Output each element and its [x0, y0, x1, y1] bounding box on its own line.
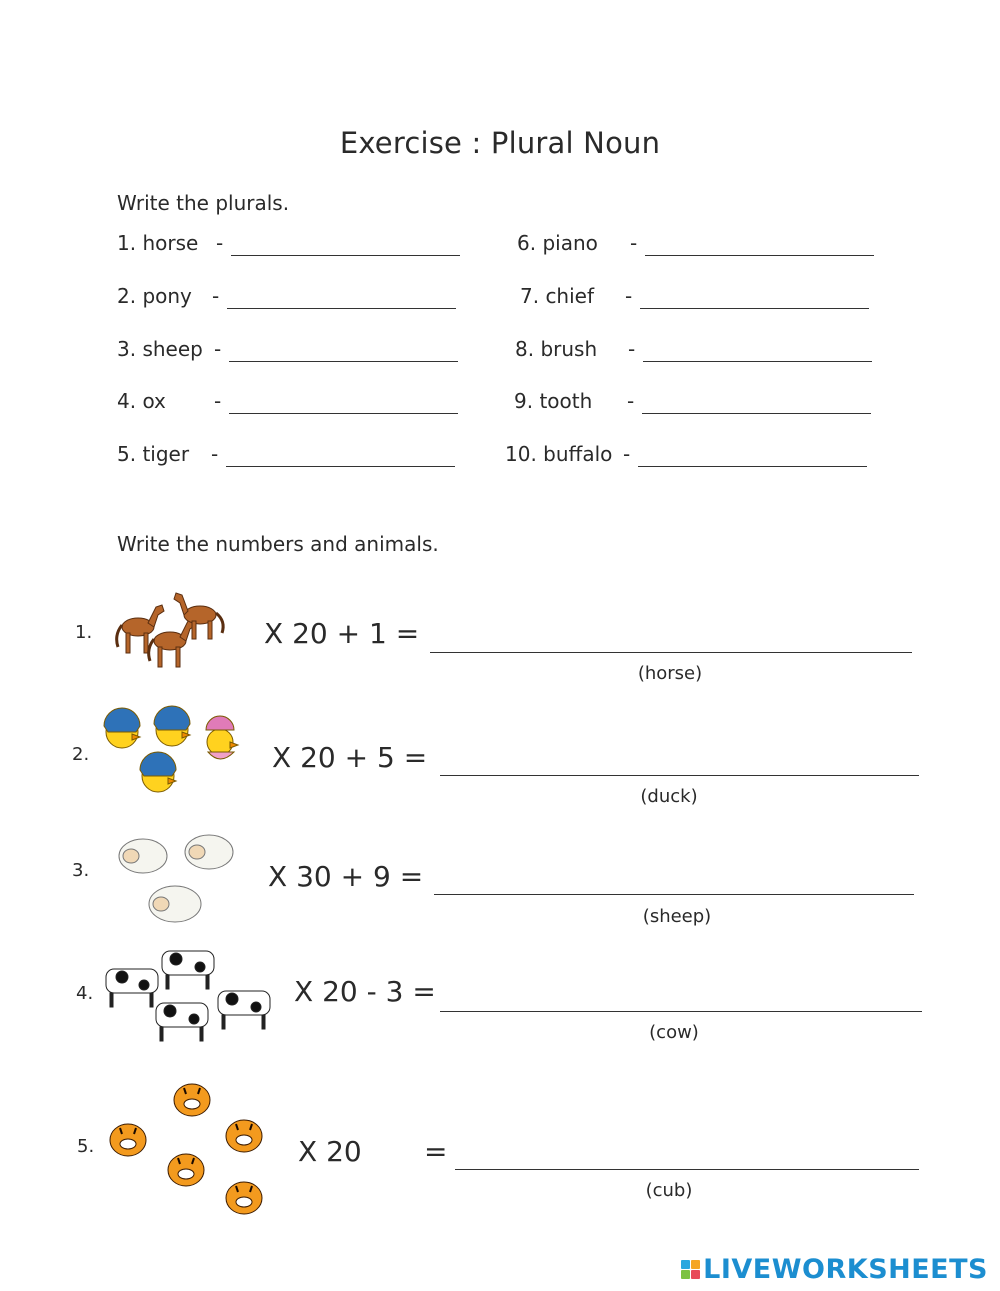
plural-item-label: 2. pony — [117, 284, 192, 308]
answer-blank[interactable] — [455, 1169, 919, 1170]
plural-item-label: 9. tooth — [514, 389, 593, 413]
plural-item-label: 8. brush — [515, 337, 598, 361]
plural-item-label: 5. tiger — [117, 442, 190, 466]
plural-item-label: 10. buffalo — [505, 442, 613, 466]
animal-hint: (duck) — [640, 786, 698, 807]
answer-blank[interactable] — [642, 413, 871, 414]
dash: - — [625, 284, 633, 308]
plural-item-label: 7. chief — [520, 284, 595, 308]
animal-hint: (horse) — [637, 663, 703, 684]
row-number: 2. — [72, 744, 90, 765]
answer-blank[interactable] — [430, 652, 912, 653]
answer-blank[interactable] — [231, 255, 460, 256]
dash: - — [214, 389, 222, 413]
answer-blank[interactable] — [645, 255, 874, 256]
dash: - — [212, 284, 220, 308]
dash: - — [216, 231, 224, 255]
duckling-icon — [96, 704, 256, 808]
dash: - — [211, 442, 219, 466]
equation: X 20 + 1 = — [264, 617, 420, 650]
dash: - — [628, 337, 636, 361]
dash: - — [623, 442, 631, 466]
section-heading-plurals: Write the plurals. — [117, 191, 290, 215]
sheep-icon — [113, 830, 239, 930]
equation: X 20 - 3 = — [294, 975, 436, 1008]
answer-blank[interactable] — [638, 466, 867, 467]
page-title: Exercise : Plural Noun — [339, 126, 661, 160]
answer-blank[interactable] — [227, 308, 456, 309]
logo-mark-icon — [681, 1260, 700, 1279]
plural-item-label: 1. horse — [117, 231, 199, 255]
dash: - — [214, 337, 222, 361]
answer-blank[interactable] — [226, 466, 455, 467]
plural-item-label: 6. piano — [517, 231, 598, 255]
answer-blank[interactable] — [440, 1011, 922, 1012]
animal-hint: (cow) — [649, 1022, 699, 1043]
dash: - — [630, 231, 638, 255]
answer-blank[interactable] — [643, 361, 872, 362]
animal-hint: (sheep) — [642, 906, 712, 927]
horse-icon — [108, 585, 232, 675]
plural-item-label: 4. ox — [117, 389, 166, 413]
equation: X 20 + 5 = — [272, 741, 428, 774]
logo-text: LIVEWORKSHEETS — [703, 1254, 988, 1285]
plural-item-label: 3. sheep — [117, 337, 203, 361]
liveworksheets-logo[interactable] — [681, 1254, 988, 1285]
answer-blank[interactable] — [229, 413, 458, 414]
row-number: 3. — [72, 860, 90, 881]
answer-blank[interactable] — [229, 361, 458, 362]
answer-blank[interactable] — [440, 775, 919, 776]
animal-hint: (cub) — [645, 1180, 693, 1201]
dash: - — [627, 389, 635, 413]
equals-sign: = — [424, 1135, 448, 1168]
cow-icon — [96, 941, 280, 1051]
row-number: 5. — [77, 1136, 95, 1157]
tiger-cub-icon — [98, 1078, 288, 1228]
equation: X 30 + 9 = — [268, 860, 424, 893]
answer-blank[interactable] — [640, 308, 869, 309]
answer-blank[interactable] — [434, 894, 914, 895]
section-heading-numbers: Write the numbers and animals. — [117, 532, 439, 556]
row-number: 1. — [75, 622, 93, 643]
equation: X 20 — [298, 1135, 362, 1168]
row-number: 4. — [76, 983, 94, 1004]
